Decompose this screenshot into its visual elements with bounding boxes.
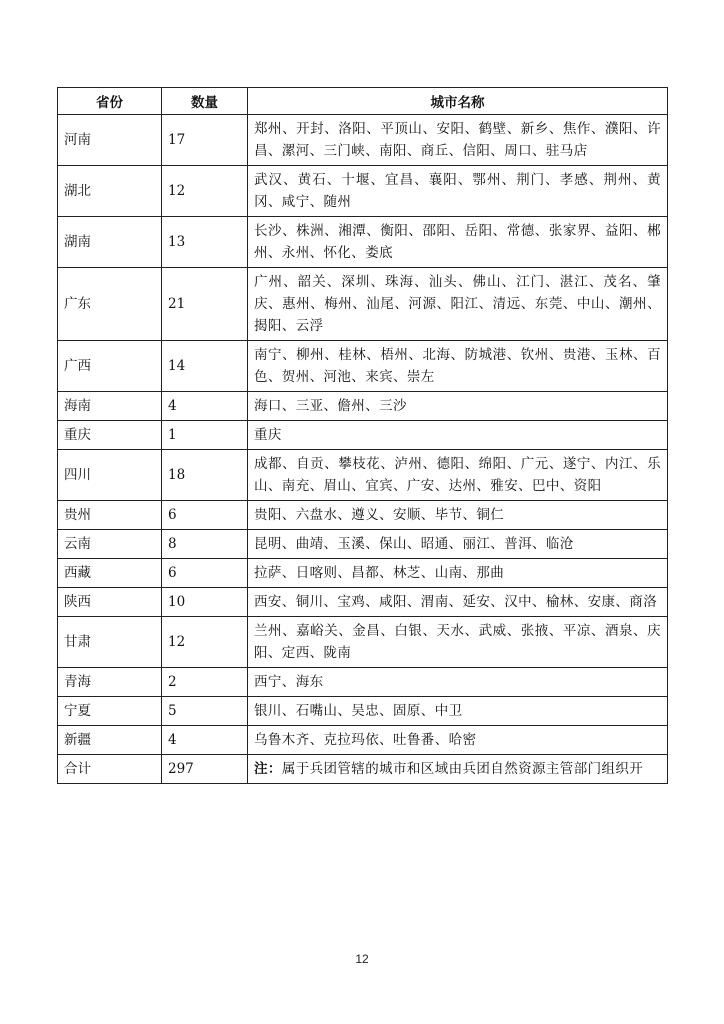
table-row (58, 530, 668, 559)
city-table (57, 87, 668, 784)
table-row (58, 617, 668, 668)
province-cell: 河南 (58, 115, 162, 166)
header-count: 数量 (162, 88, 248, 115)
province-cell: 甘肃 (58, 617, 162, 668)
count-cell: 1 (162, 421, 248, 450)
table-row (58, 726, 668, 755)
table-row (58, 217, 668, 268)
count-cell: 21 (162, 268, 248, 341)
cities-cell: 广州、韶关、深圳、珠海、汕头、佛山、江门、湛江、茂名、肇庆、惠州、梅州、汕尾、河源、阳江、清远、东莞、中山、潮州、揭阳、云浮 (248, 268, 668, 341)
count-cell: 6 (162, 501, 248, 530)
province-cell: 青海 (58, 668, 162, 697)
cities-cell: 贵阳、六盘水、遵义、安顺、毕节、铜仁 (248, 501, 668, 530)
table-body (58, 115, 668, 755)
count-cell: 18 (162, 450, 248, 501)
province-cell: 海南 (58, 392, 162, 421)
cities-cell: 重庆 (248, 421, 668, 450)
province-cell: 湖南 (58, 217, 162, 268)
province-cell: 陕西 (58, 588, 162, 617)
cities-cell: 郑州、开封、洛阳、平顶山、安阳、鹤壁、新乡、焦作、濮阳、许昌、漯河、三门峡、南阳、商丘、信阳、周口、驻马店 (248, 115, 668, 166)
header-province: 省份 (58, 88, 162, 115)
province-cell: 新疆 (58, 726, 162, 755)
table-header-row (58, 88, 668, 115)
total-count: 297 (162, 755, 248, 784)
count-cell: 17 (162, 115, 248, 166)
count-cell: 6 (162, 559, 248, 588)
count-cell: 10 (162, 588, 248, 617)
province-cell: 广西 (58, 341, 162, 392)
province-cell: 四川 (58, 450, 162, 501)
page-number: 12 (355, 952, 369, 966)
cities-cell: 兰州、嘉峪关、金昌、白银、天水、武威、张掖、平凉、酒泉、庆阳、定西、陇南 (248, 617, 668, 668)
cities-cell: 武汉、黄石、十堰、宜昌、襄阳、鄂州、荆门、孝感、荆州、黄冈、咸宁、随州 (248, 166, 668, 217)
cities-cell: 拉萨、日喀则、昌都、林芝、山南、那曲 (248, 559, 668, 588)
cities-cell: 乌鲁木齐、克拉玛依、吐鲁番、哈密 (248, 726, 668, 755)
table-row (58, 501, 668, 530)
province-cell: 宁夏 (58, 697, 162, 726)
table-row (58, 697, 668, 726)
count-cell: 14 (162, 341, 248, 392)
count-cell: 12 (162, 617, 248, 668)
cities-cell: 长沙、株洲、湘潭、衡阳、邵阳、岳阳、常德、张家界、益阳、郴州、永州、怀化、娄底 (248, 217, 668, 268)
note-text: 属于兵团管辖的城市和区域由兵团自然资源主管部门组织开 (281, 761, 644, 777)
table-row (58, 115, 668, 166)
province-cell: 重庆 (58, 421, 162, 450)
table-row (58, 588, 668, 617)
count-cell: 5 (162, 697, 248, 726)
cities-cell: 西宁、海东 (248, 668, 668, 697)
table-row (58, 450, 668, 501)
table-row (58, 341, 668, 392)
count-cell: 12 (162, 166, 248, 217)
count-cell: 4 (162, 726, 248, 755)
cities-cell: 西安、铜川、宝鸡、咸阳、渭南、延安、汉中、榆林、安康、商洛 (248, 588, 668, 617)
total-label: 合计 (58, 755, 162, 784)
count-cell: 2 (162, 668, 248, 697)
province-cell: 广东 (58, 268, 162, 341)
cities-cell: 成都、自贡、攀枝花、泸州、德阳、绵阳、广元、遂宁、内江、乐山、南充、眉山、宜宾、广安、达州、雅安、巴中、资阳 (248, 450, 668, 501)
note-cell (248, 755, 668, 784)
table-row (58, 421, 668, 450)
count-cell: 4 (162, 392, 248, 421)
province-cell: 湖北 (58, 166, 162, 217)
table-row (58, 668, 668, 697)
table-row (58, 392, 668, 421)
province-cell: 贵州 (58, 501, 162, 530)
table-row (58, 559, 668, 588)
count-cell: 8 (162, 530, 248, 559)
count-cell: 13 (162, 217, 248, 268)
total-row (58, 755, 668, 784)
cities-cell: 南宁、柳州、桂林、梧州、北海、防城港、钦州、贵港、玉林、百色、贺州、河池、来宾、崇左 (248, 341, 668, 392)
header-cities: 城市名称 (248, 88, 668, 115)
cities-cell: 昆明、曲靖、玉溪、保山、昭通、丽江、普洱、临沧 (248, 530, 668, 559)
province-cell: 云南 (58, 530, 162, 559)
province-cell: 西藏 (58, 559, 162, 588)
table-row (58, 166, 668, 217)
cities-cell: 银川、石嘴山、吴忠、固原、中卫 (248, 697, 668, 726)
note-label: 注： (254, 761, 282, 777)
cities-cell: 海口、三亚、儋州、三沙 (248, 392, 668, 421)
table-row (58, 268, 668, 341)
